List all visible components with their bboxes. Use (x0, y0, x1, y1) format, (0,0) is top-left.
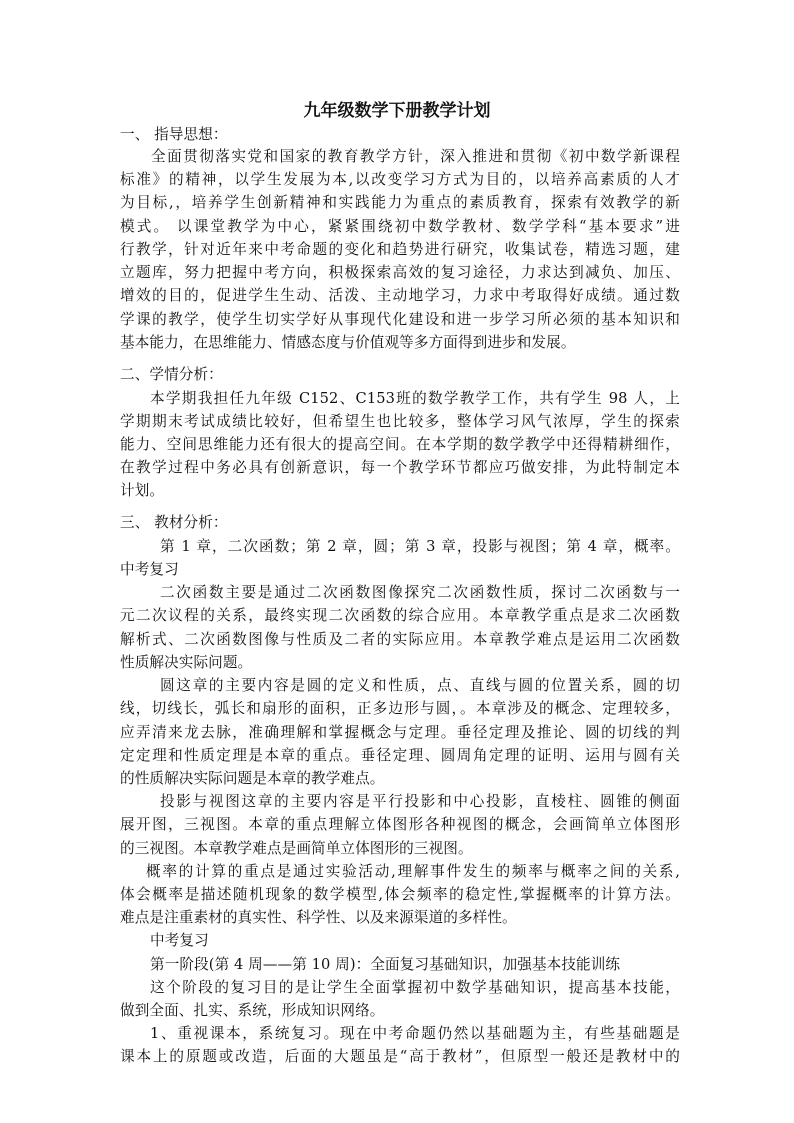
paragraph-line: 展开图，三视图。本章的重点理解立体图形各种视图的概念，会画简单立体图形 (120, 816, 680, 833)
paragraph-line: 概率的计算的重点是通过实验活动,理解事件发生的频率与概率之间的关系, (146, 863, 680, 880)
paragraph-line: 立题库，努力把握中考方向，积极探索高效的复习途径，力求达到减负、加压、 (120, 264, 680, 281)
paragraph-line: 行教学，针对近年来中考命题的变化和趋势进行研究，收集试卷，精选习题，建 (120, 241, 680, 258)
paragraph-line: 能力、空间思维能力还有很大的提高空间。在本学期的数学教学中还得精耕细作， (120, 436, 680, 453)
paragraph-line: 标准》的精神，以学生发展为本,以改变学习方式为目的，以培养高素质的人才 (120, 171, 680, 188)
paragraph-line: 定定理和性质定理是本章的重点。垂径定理、圆周角定理的证明、运用与圆有关 (120, 747, 680, 764)
paragraph-line: 解析式、二次函数图像与性质及二者的实际应用。本章教学难点是运用二次函数 (120, 631, 680, 648)
paragraph-line: 全面贯彻落实党和国家的教育教学方针，深入推进和贯彻《初中数学新课程 (151, 148, 680, 165)
paragraph-line: 模式。 以课堂教学为中心，紧紧围绕初中数学教材、数学学科“基本要求”进 (120, 218, 680, 235)
paragraph-line: 难点是注重素材的真实性、科学性、以及来源渠道的多样性。 (120, 909, 517, 926)
section-heading: 三、 教材分析： (120, 514, 228, 531)
paragraph-line: 做到全面、扎实、系统，形成知识网络。 (120, 1002, 385, 1019)
paragraph-line: 应弄清来龙去脉，准确理解和掌握概念与定理。垂径定理及推论、圆的切线的判 (120, 724, 680, 741)
paragraph-line: 课本上的原题或改造，后面的大题虽是“高于教材”，但原型一般还是教材中的 (120, 1048, 680, 1065)
paragraph-line: 1、重视课本，系统复习。现在中考命题仍然以基础题为主，有些基础题是 (150, 1025, 680, 1042)
paragraph-line: 这个阶段的复习目的是让学生全面掌握初中数学基础知识，提高基本技能， (150, 979, 680, 996)
paragraph-line: 性质解决实际问题。 (120, 654, 253, 671)
paragraph-line: 增效的目的，促进学生生动、活泼、主动地学习，力求中考取得好成绩。通过数 (120, 287, 680, 304)
page-title: 九年级数学下册教学计划 (303, 101, 491, 121)
paragraph-line: 基本能力，在思维能力、情感态度与价值观等多方面得到进步和发展。 (120, 334, 576, 351)
paragraph-line: 的三视图。本章教学难点是画简单立体图形的三视图。 (120, 840, 473, 857)
paragraph-line: 元二次议程的关系，最终实现二次函数的综合应用。本章教学重点是求二次函数 (120, 607, 680, 624)
paragraph-line: 线，切线长，弧长和扇形的面积，正多边形与圆，。本章涉及的概念、定理较多， (120, 700, 680, 717)
paragraph-line: 计划。 (120, 482, 165, 499)
paragraph-line: 中考复习 (120, 561, 179, 578)
paragraph-line: 二次函数主要是通过二次函数图像探究二次函数性质，探讨二次函数与一 (160, 584, 680, 601)
paragraph-line: 投影与视图这章的主要内容是平行投影和中心投影，直棱柱、圆锥的侧面 (160, 793, 680, 810)
paragraph-line: 体会概率是描述随机现象的数学模型,体会频率的稳定性,掌握概率的计算方法。 (120, 886, 680, 903)
paragraph-line: 为目标,，培养学生创新精神和实践能力为重点的素质教育，探索有效教学的新 (120, 194, 680, 211)
paragraph-line: 在教学过程中务必具有创新意识，每一个教学环节都应巧做安排，为此特制定本 (120, 459, 680, 476)
paragraph-line: 第一阶段(第 4 周——第 10 周)：全面复习基础知识，加强基本技能训练 (150, 956, 621, 973)
section-heading: 一、 指导思想： (120, 126, 228, 143)
paragraph-line: 学课的教学，使学生切实学好从事现代化建设和进一步学习所必须的基本知识和 (120, 311, 680, 328)
section-heading: 二、学情分析： (120, 366, 223, 383)
paragraph-line: 第 1 章，二次函数；第 2 章，圆；第 3 章，投影与视图；第 4 章，概率。 (160, 538, 680, 555)
paragraph-line: 圆这章的主要内容是圆的定义和性质，点、直线与圆的位置关系，圆的切 (160, 677, 680, 694)
paragraph-line: 的性质解决实际问题是本章的教学难点。 (120, 770, 385, 787)
subsection-heading: 中考复习 (150, 932, 209, 949)
paragraph-line: 学期期末考试成绩比较好，但希望生也比较多，整体学习风气浓厚，学生的探索 (120, 413, 680, 430)
paragraph-line: 本学期我担任九年级 C152、C153班的数学教学工作，共有学生 98 人，上 (150, 390, 680, 407)
